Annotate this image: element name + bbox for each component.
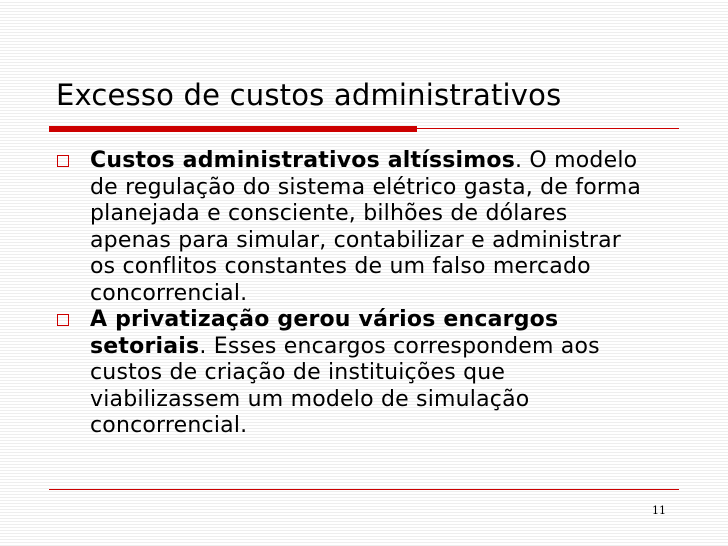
bullet-lead-text: A privatização gerou vários encargos setoriais	[90, 307, 559, 359]
hollow-square-bullet-icon	[57, 314, 69, 326]
bullet-item	[56, 307, 646, 440]
page-number: 11	[652, 504, 666, 517]
title-underline-rule	[417, 128, 679, 129]
bullet-lead-text: Custos administrativos altíssimos	[90, 148, 516, 173]
bullet-item	[56, 148, 646, 307]
bullet-body-text: . O modelo de regulação do sistema elétrico gasta, de forma planejada e consciente, bilhões de dólares apenas para simular, contabilizar e administrar os conflitos constantes de um falso mercado concorrencial.	[90, 148, 642, 306]
title-underline-accent	[49, 126, 417, 132]
slide-title: Excesso de custos administrativos	[56, 78, 562, 112]
bullet-list	[56, 148, 646, 440]
bullet-body-text: . Esses encargos correspondem aos custos de criação de instituições que viabilizassem um modelo de simulação concorrencial.	[90, 333, 600, 438]
footer-rule	[49, 489, 679, 490]
hollow-square-bullet-icon	[57, 155, 69, 167]
